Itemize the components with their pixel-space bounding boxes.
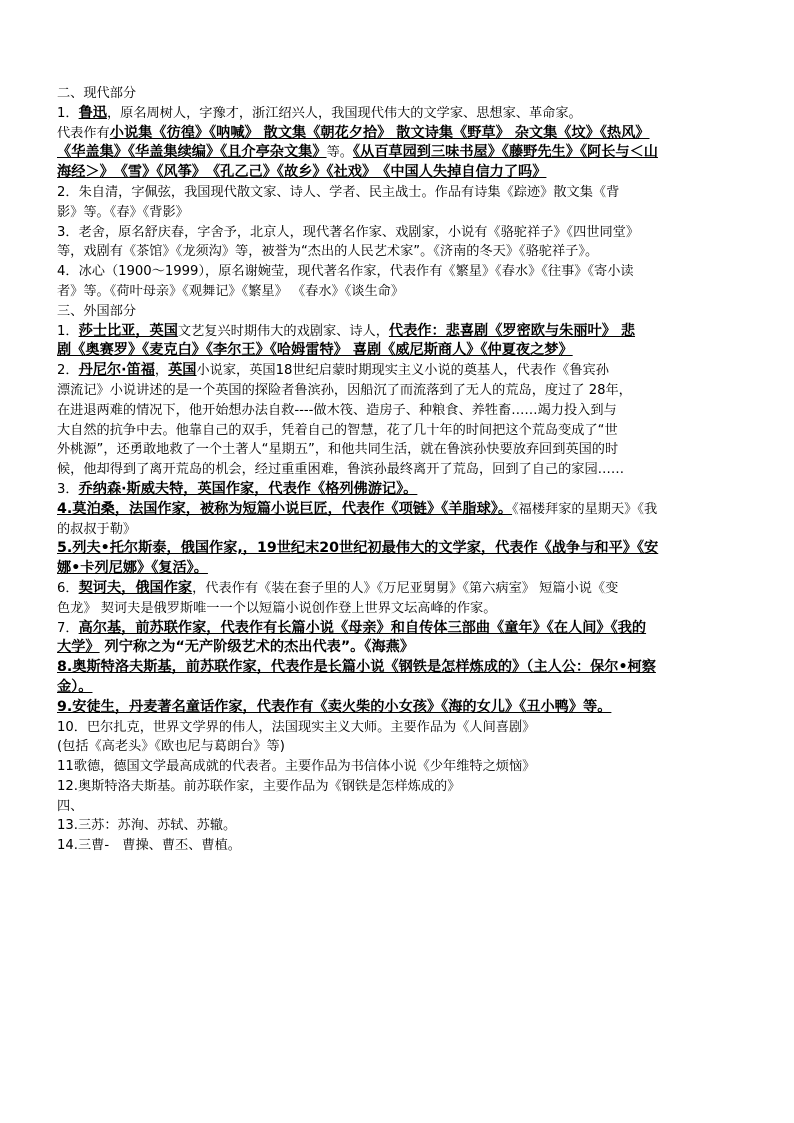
text-line — [57, 836, 742, 856]
text-segment: 1． — [57, 323, 79, 339]
text-line — [57, 559, 742, 579]
text-segment: 12.奥斯特洛夫斯基。前苏联作家，主要作品为《钢铁是怎样炼成的》 — [57, 778, 461, 794]
text-segment: 《从百草园到三味书屋》《藤野先生》《阿长与＜山 — [352, 144, 658, 161]
text-segment: 11歌德，德国文学最高成就的代表者。主要作品为书信体小说《少年维特之烦恼》 — [57, 759, 536, 775]
text-segment: 英国 — [168, 362, 197, 379]
text-line — [57, 341, 742, 361]
text-line — [57, 520, 742, 540]
text-segment: 4．冰心（1900～1999），原名谢婉莹，现代著名作家，代表作有《繁星》《春水》《往事》《寄小读 — [57, 264, 634, 280]
text-line — [57, 737, 742, 757]
text-segment: 14.三曹- 曹操、曹丕、曹植。 — [57, 838, 241, 854]
text-segment: ，原名周树人，字豫才，浙江绍兴人，我国现代伟大的文学家、思想家、革命家。 — [106, 105, 582, 121]
text-line — [57, 698, 742, 718]
text-line — [57, 757, 742, 777]
text-segment: 小说家，英国18世纪启蒙时期现实主义小说的奠基人，代表作《鲁宾孙 — [196, 363, 609, 379]
text-segment: ， — [154, 363, 169, 379]
text-line — [57, 579, 742, 599]
text-segment: 漂流记》小说讲述的是一个英国的探险者鲁滨孙，因船沉了而流落到了无人的荒岛，度过了 28年， — [57, 382, 632, 398]
text-segment: 影》等。《春》《背影》 — [57, 204, 189, 220]
text-segment: 《福楼拜家的星期天》《我 — [512, 501, 658, 517]
text-line — [57, 440, 742, 460]
text-segment: 莎士比亚，英国 — [78, 322, 178, 339]
text-segment: 金）。 — [57, 678, 93, 695]
text-segment: 代表作：悲喜剧《罗密欧与朱丽叶》 悲 — [388, 322, 636, 339]
text-line — [57, 460, 742, 480]
text-segment: 8.奥斯特洛夫斯基，前苏联作家，代表作是长篇小说《钢铁是怎样炼成的》（主人公：保尔•柯察 — [57, 659, 656, 676]
text-segment: 的叔叔于勒》 — [57, 521, 137, 537]
text-line — [57, 163, 742, 183]
text-line — [57, 638, 742, 658]
text-line — [57, 599, 742, 619]
text-line — [57, 262, 742, 282]
text-segment: 文艺复兴时期伟大的戏剧家、诗人， — [177, 323, 389, 339]
text-segment: 1． — [57, 105, 79, 121]
text-segment: 鲁迅 — [78, 104, 107, 121]
text-segment: 者》等。《荷叶母亲》《观舞记》《繁星》 《春水》《谈生命》 — [57, 283, 405, 299]
text-segment: 9.安徒生，丹麦著名童话作家，代表作有《卖火柴的小女孩》《海的女儿》《丑小鸭》等。 — [57, 698, 612, 715]
text-segment: 乔纳森·斯威夫特，英国作家，代表作《格列佛游记》。 — [78, 480, 418, 497]
document-page — [57, 84, 742, 856]
text-segment: 7． — [57, 620, 79, 636]
text-segment: 10．巴尔扎克，世界文学界的伟人，法国现实主义大师。主要作品为《人间喜剧》 — [57, 719, 536, 735]
text-line — [57, 84, 742, 104]
text-line — [57, 203, 742, 223]
text-segment: 大学》 — [57, 639, 100, 656]
text-segment: 13.三苏：苏洵、苏轼、苏辙。 — [57, 818, 237, 834]
text-segment: 海经＞》 《雪》《风筝》 《孔乙己》《故乡》《社戏》 《中国人失掉自信力了吗》 — [57, 164, 547, 181]
text-line — [57, 381, 742, 401]
text-segment: 等。 — [326, 145, 353, 161]
text-segment: 三、外国部分 — [57, 303, 137, 319]
text-line — [57, 718, 742, 738]
text-segment: 剧《奥赛罗》《麦克白》《李尔王》《哈姆雷特》 喜剧《威尼斯商人》《仲夏夜之梦》 — [57, 342, 573, 359]
text-segment: 2． — [57, 363, 79, 379]
text-segment: ，代表作有《装在套子里的人》《万尼亚舅舅》《第六病室》 短篇小说《变 — [192, 580, 619, 596]
text-line — [57, 401, 742, 421]
text-line — [57, 361, 742, 381]
text-segment: 候，他却得到了离开荒岛的机会，经过重重困难，鲁滨孙最终离开了荒岛，回到了自己的家园…… — [57, 462, 625, 478]
text-segment: 代表作有 — [57, 125, 110, 141]
text-line — [57, 322, 742, 342]
text-line — [57, 124, 742, 144]
text-segment: 《华盖集》《华盖集续编》《且介亭杂文集》 — [57, 144, 327, 161]
text-segment: 3．老舍，原名舒庆春，字舍予，北京人，现代著名作家、戏剧家，小说有《骆驼祥子》《四世同堂》 — [57, 224, 640, 240]
text-segment: 4.莫泊桑，法国作家，被称为短篇小说巨匠，代表作《项链》《羊脂球》。 — [57, 500, 513, 517]
text-segment: 2．朱自清，字佩弦，我国现代散文家、诗人、学者、民主战士。作品有诗集《踪迹》散文集《背 — [57, 184, 620, 200]
text-segment: 契诃夫，俄国作家 — [78, 579, 193, 596]
text-line — [57, 539, 742, 559]
text-segment: (包括《高老头》《欧也尼与葛朗台》等) — [57, 739, 285, 755]
text-segment: 娜•卡列尼娜》《复活》。 — [57, 560, 208, 577]
text-segment: 丹尼尔·笛福 — [78, 362, 155, 379]
text-line — [57, 421, 742, 441]
text-segment: 6． — [57, 580, 79, 596]
text-segment: 等，戏剧有《茶馆》《龙须沟》等，被誉为“杰出的人民艺术家”。《济南的冬天》《骆驼祥子》。 — [57, 244, 599, 260]
text-segment: 四、 — [57, 798, 84, 814]
text-line — [57, 658, 742, 678]
text-segment: 5.列夫•托尔斯泰，俄国作家,，19世纪末20世纪初最伟大的文学家，代表作《战争与和平》《安 — [57, 540, 659, 557]
text-segment: 二、现代部分 — [57, 86, 137, 101]
text-segment: 3． — [57, 481, 79, 497]
text-segment: 列宁称之为“无产阶级艺术的杰出代表”。《海燕》 — [99, 639, 415, 656]
text-line — [57, 777, 742, 797]
text-segment: 小说集《彷徨》《呐喊》 散文集《朝花夕拾》 散文诗集《野草》 杂文集《坟》《热风》 — [109, 124, 650, 141]
text-segment: 外桃源”，还勇敢地救了一个土著人“星期五”，和他共同生活，就在鲁滨孙快要放弃回到英国的时 — [57, 442, 619, 458]
text-line — [57, 619, 742, 639]
text-segment: 大自然的抗争中去。他靠自己的双手，凭着自己的智慧，花了几十年的时间把这个荒岛变成了“世 — [57, 422, 618, 438]
text-line — [57, 183, 742, 203]
text-line — [57, 143, 742, 163]
text-line — [57, 816, 742, 836]
text-line — [57, 282, 742, 302]
text-line — [57, 242, 742, 262]
text-segment: 色龙》 契诃夫是俄罗斯唯一一个以短篇小说创作登上世界文坛高峰的作家。 — [57, 600, 497, 616]
text-line — [57, 480, 742, 500]
text-line — [57, 223, 742, 243]
text-line — [57, 678, 742, 698]
text-line — [57, 104, 742, 124]
text-line — [57, 302, 742, 322]
text-segment: 高尔基，前苏联作家，代表作有长篇小说《母亲》和自传体三部曲《童年》《在人间》《我的 — [78, 619, 647, 636]
text-line — [57, 500, 742, 520]
text-segment: 在进退两难的情况下，他开始想办法自救----做木筏、造房子、种粮食、养牲畜……竭力投入到与 — [57, 402, 617, 418]
text-line — [57, 797, 742, 817]
